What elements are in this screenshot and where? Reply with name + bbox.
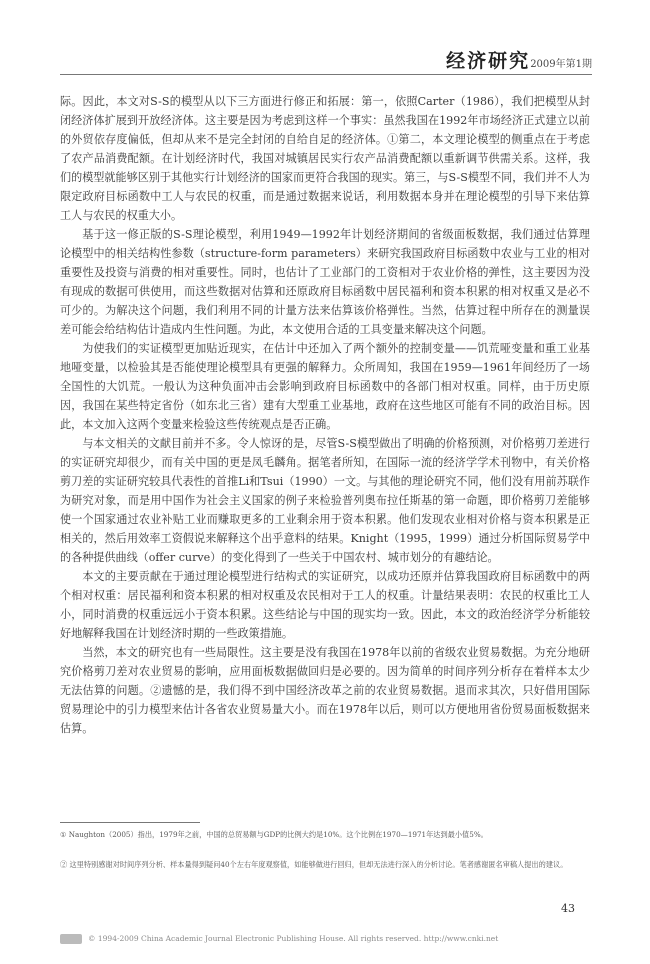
journal-title: 经济研究 [446,50,531,72]
paragraph: 与本文相关的文献目前并不多。令人惊讶的是，尽管S-S模型做出了明确的价格预测，对价格剪刀差进行的实证研究却很少，而有关中国的更是凤毛麟角。据笔者所知，在国际一流的经济学学术刊物中，有关价格剪刀差的实证研究较具代表性的首推Li和Tsui（1990）一文。与其他的理论研究不同，他们没有用前苏联作为研究对象，而是用中国作为社会主义国家的例子来检验普列奥布拉任斯基的第一命题，即价格剪刀差能够使一个国家通过农业补贴工业而赚取更多的工业剩余用于资本积累。他们发现农业相对价格与资本积累是正相关的，然后用效率工资假说来解释这个出乎意料的结果。Knight（1995，1999）通过分析国际贸易学中的各种提供曲线（offer curve）的变化得到了一些关于中国农村、城市划分的有趣结论。 [60,437,590,564]
publisher-logo-icon [60,934,82,944]
paragraph: 当然，本文的研究也有一些局限性。这主要是没有我国在1978年以前的省级农业贸易数据。为充分地研究价格剪刀差对农业贸易的影响，应用面板数据做回归是必要的。因为简单的时间序列分析存在着样本太少无法估算的问题。②遗憾的是，我们得不到中国经济改革之前的农业贸易数据。退而求其次，只好借用国际贸易理论中的引力模型来估计各省农业贸易量大小。而在1978年以后，则可以方便地用省份贸易面板数据来估算。 [60,646,590,735]
footnote: ① Naughton（2005）指出，1979年之前，中国的总贸易额与GDP的比例大约是10%。这个比例在1970—1971年达到最小值5%。 [60,830,488,839]
page-number: 43 [561,902,575,915]
article-body [60,92,590,738]
copyright-text: © 1994-2009 China Academic Journal Electronic Publishing House. All rights reserved. http://www.cnki.net [88,934,499,943]
paragraph: 际。因此，本文对S-S的模型从以下三方面进行修正和拓展：第一，依照Carter（1986），我们把模型从封闭经济体扩展到开放经济体。这主要是因为考虑到这样一个事实：虽然我国在1992年市场经济正式建立以前的外贸依存度偏低，但却从来不是完全封闭的自给自足的经济体。①第二，本文理论模型的侧重点在于考虑了农产品消费配额。在计划经济时代，我国对城镇居民实行农产品消费配额以重新调节供需关系。这样，我们的模型就能够区别于其他实行计划经济的国家而更符合我国的现实。第三，与S-S模型不同，我们并不人为限定政府目标函数中工人与农民的权重，而是通过数据来说话，利用数据本身并在理论模型的引导下来估算工人与农民的权重大小。 [60,95,590,222]
running-header [60,40,592,75]
issue-label: 2009年第1期 [530,59,592,70]
journal-masthead [446,46,592,73]
paragraph: 本文的主要贡献在于通过理论模型进行结构式的实证研究，以成功还原并估算我国政府目标函数中的两个相对权重：居民福利和资本积累的相对权重及农民相对于工人的权重。计量结果表明：农民的权重比工人小，同时消费的权重远远小于资本积累。这些结论与中国的现实均一致。因此，本文的政治经济学分析能较好地解释我国在计划经济时期的一些政策措施。 [60,570,590,640]
footnote: ② 这里特别感谢对时间序列分析、样本量得到疑问40个左右年度观察值，如能够做进行回归，但却无法进行深入的分析讨论。笔者感谢匿名审稿人提出的建议。 [60,860,568,869]
copyright-footer [60,934,590,944]
paragraph: 基于这一修正版的S-S理论模型，利用1949—1992年计划经济期间的省级面板数据，我们通过估算理论模型中的相关结构性参数（structure-form parameters）来研究我国政府目标函数中农业与工业的相对重要性及投资与消费的相对重要性。同时，也估计了工业部门的工资相对于农业价格的弹性，这主要因为没有现成的数据可供使用，而这些数据对估算和还原政府目标函数中居民福利和资本积累的相对权重又是必不可少的。为解决这个问题，我们利用不同的计量方法来估算该价格弹性。当然，估算过程中所存在的测量误差可能会给结构估计造成内生性问题。为此，本文使用合适的工具变量来解决这个问题。 [60,228,590,336]
footnote-divider [60,822,200,823]
paragraph: 为使我们的实证模型更加贴近现实，在估计中还加入了两个额外的控制变量——饥荒哑变量和重工业基地哑变量，以检验其是否能使理论模型具有更强的解释力。众所周知，我国在1959—1961年间经历了一场全国性的大饥荒。一般认为这种负面冲击会影响到政府目标函数中的各部门相对权重。同样，由于历史原因，我国在某些特定省份（如东北三省）建有大型重工业基地，政府在这些地区可能有不同的政治目标。因此，本文加入这两个变量来检验这些传统观点是否正确。 [60,342,590,431]
